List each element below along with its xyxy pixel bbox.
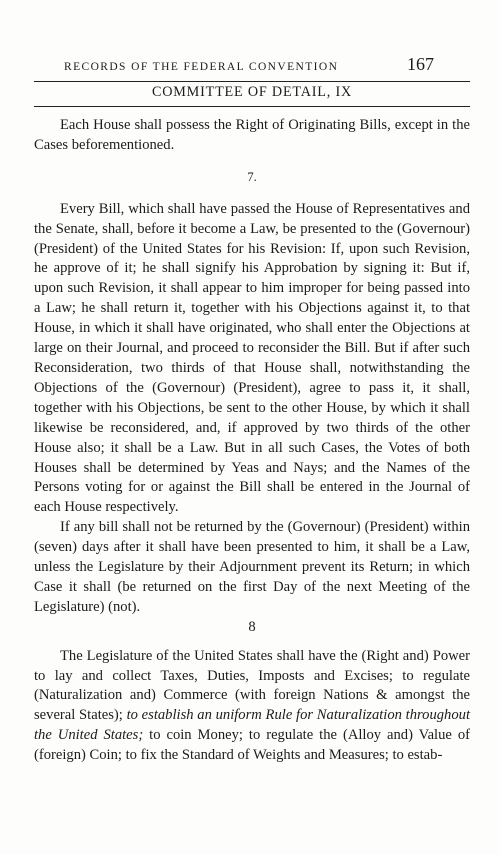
article-number-8: 8 <box>248 618 256 635</box>
paragraph-article-8 <box>34 647 470 766</box>
section-title: COMMITTEE OF DETAIL, IX <box>151 84 353 100</box>
article-8-italic-insert: to establish an uniform Rule for Naturalization throughout the United States; <box>34 707 471 744</box>
article-8-text-1: The Legislature of the United States shall have the (Right and) Power to lay and collect Taxes, Duties, Imposts and Excises; to regulate (Naturalization and) Commerce (with foreign Nations & amongst the several States); <box>34 647 470 724</box>
running-title: RECORDS OF THE FEDERAL CONVENTION <box>64 61 339 73</box>
running-head <box>64 54 434 75</box>
paragraph-originating-bills: Each House shall possess the Right of Originating Bills, except in the Cases beforementioned. <box>34 117 470 153</box>
document-body <box>34 116 470 766</box>
article-8-text-2: to coin Money; to regulate the (Alloy and) Value of (foreign) Coin; to fix the Standard of Weights and Measures; to estab- <box>34 727 470 764</box>
header-rule-top <box>34 81 470 82</box>
article-number-7: 7. <box>247 169 257 184</box>
paragraph-article-7: Every Bill, which shall have passed the House of Representatives and the Senate, shall, before it become a Law, be presented to the (Governour) (President) of the United States for his Revision: If, upon such Revision, he approve of it; he shall signify his Approbation by signing it: But if, upon such Revision, it shall appear to him improper for being passed into a Law; he shall return it, together with his Objections against it, to that House, in which it shall have originated, who shall enter the Objections at large on their Journal, and proceed to reconsider the Bill. But if after such Reconsideration, two thirds of that House shall, notwithstanding the Objections of the (Governour) (President), agree to pass it, it shall, together with his Objections, be sent to the other House, by which it shall likewise be reconsidered, and, if approved by two thirds of the other House also; it shall be a Law. But in all such Cases, the Votes of both Houses shall be determined by Yeas and Nays; and the Names of the Persons voting for or against the Bill shall be entered in the Journal of each House respectively. <box>34 200 470 516</box>
paragraph-article-7-return: If any bill shall not be returned by the (Governour) (President) within (seven) days after it shall have been presented to him, it shall be a Law, unless the Legislature by their Adjournment prevent its Return; in which Case it shall (be returned on the first Day of the next Meeting of the Legislature) (not). <box>34 519 470 615</box>
header-rule-bottom <box>34 106 470 107</box>
page-number: 167 <box>407 54 434 74</box>
